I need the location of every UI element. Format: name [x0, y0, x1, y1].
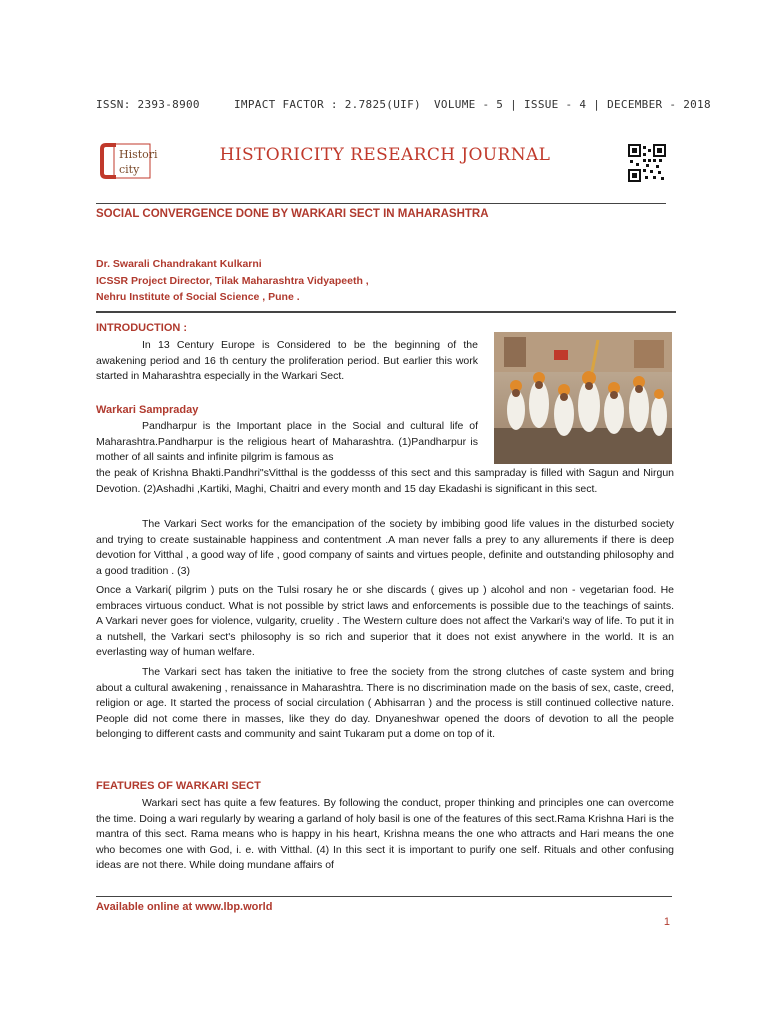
volume-issue-label: VOLUME - 5 | ISSUE - 4 | DECEMBER - 2018	[434, 98, 711, 111]
impact-factor-label: IMPACT FACTOR : 2.7825(UIF)	[234, 98, 421, 111]
emancipation-paragraph: The Varkari Sect works for the emancipation of the society by imbibing good life values in the disturbed society and trying to create sustainable happiness and contentment .A man never falls a prey to any allurements if there is deep devotion for Vitthal , a good way of life , good company of saints and virtues people, definite and outstanding philosophy and a good tradition . (3)	[96, 518, 674, 577]
author-name: Dr. Swarali Chandrakant Kulkarni	[96, 258, 262, 270]
features-paragraph: Warkari sect has quite a few features. By following the conduct, proper thinking and principles one can overcome the time. Doing a wari regularly by wearing a garland of holy basil is one of the features of this sect.Rama Krishna Hari is the mantra of this sect. Rama means who is happy in his heart, Krishna means the one who attracts and Hari means the one who becomes one with God, i. e. with Vitthal. (4) In this sect it is important to purify one self. Rituals and other confusing ideas are not there. While doing mundane affairs of	[96, 797, 674, 871]
issn-label: ISSN: 2393-8900	[96, 98, 200, 111]
journal-title: HISTORICITY RESEARCH JOURNAL	[219, 145, 551, 165]
warkari-sampraday-heading: Warkari Sampraday	[96, 404, 199, 416]
page-number: 1	[663, 916, 670, 928]
warkari-paragraph-part1: Pandharpur is the Important place in the Social and cultural life of Maharashtra.Pandharpur is the religious heart of Maharashtra. (1)Pandharpur is mother of all saints and infinite pilgrim is famous as	[96, 420, 478, 463]
varkari-pilgrim-paragraph: Once a Varkari( pilgrim ) puts on the Tulsi rosary he or she discards ( gives up ) alcohol and non - vegetarian food. He embraces virtuous conduct. What is not possible by strict laws and enforcements is possible due to the teachings of saints. A Varkari never goes for violence, vulgarity, cruelity . The Western culture does not affect the Varkari's way of life. To put it in a nutshell, the Varkari sect's philosophy is so rich and superior that it does not exist anywhere in the world. It is an everlasting way of human welfare.	[96, 584, 674, 658]
author-divider	[96, 311, 676, 313]
article-title: SOCIAL CONVERGENCE DONE BY WARKARI SECT IN MAHARASHTRA	[96, 208, 489, 220]
available-online-link[interactable]: Available online at www.lbp.world	[96, 901, 273, 913]
footer-divider	[96, 896, 672, 897]
author-role: ICSSR Project Director, Tilak Maharashtra Vidyapeeth ,	[96, 275, 369, 287]
svg-text:Histori: Histori	[119, 148, 158, 161]
introduction-paragraph: In 13 Century Europe is Considered to be the beginning of the awakening period and 16 th century the proliferation period. But earlier this work started in Maharashtra especially in the Warkari Sect.	[96, 339, 478, 382]
qr-code-icon	[628, 144, 666, 182]
author-institute: Nehru Institute of Social Science , Pune .	[96, 291, 300, 303]
features-heading: FEATURES OF WARKARI SECT	[96, 780, 261, 792]
header-divider	[96, 203, 666, 204]
warkari-paragraph-part2: the peak of Krishna Bhakti.Pandhri"sVitthal is the goddesss of this sect and this sampraday is filled with Sagun and Nirgun Devotion. (2)Ashadhi ,Kartiki, Maghi, Chaitri and every month and 15 day Ekadashi is significant in this sect.	[96, 467, 674, 495]
procession-photo	[494, 332, 672, 464]
introduction-heading: INTRODUCTION :	[96, 322, 188, 334]
initiative-paragraph: The Varkari sect has taken the initiative to free the society from the strong clutches of caste system and bring about a cultural awakening , renaissance in Maharashtra. There is no discrimination made on the basis of sex, caste, creed, religion or age. It started the process of social circulation ( Abhisarran ) and the process is still continued collective nature. People did not come there in masses, like they do day. Dnyaneshwar opened the doors of devotion to all the people belonging to different casts and community and saint Tukaram put a dome on top of it.	[96, 666, 674, 740]
svg-text:city: city	[119, 163, 140, 176]
